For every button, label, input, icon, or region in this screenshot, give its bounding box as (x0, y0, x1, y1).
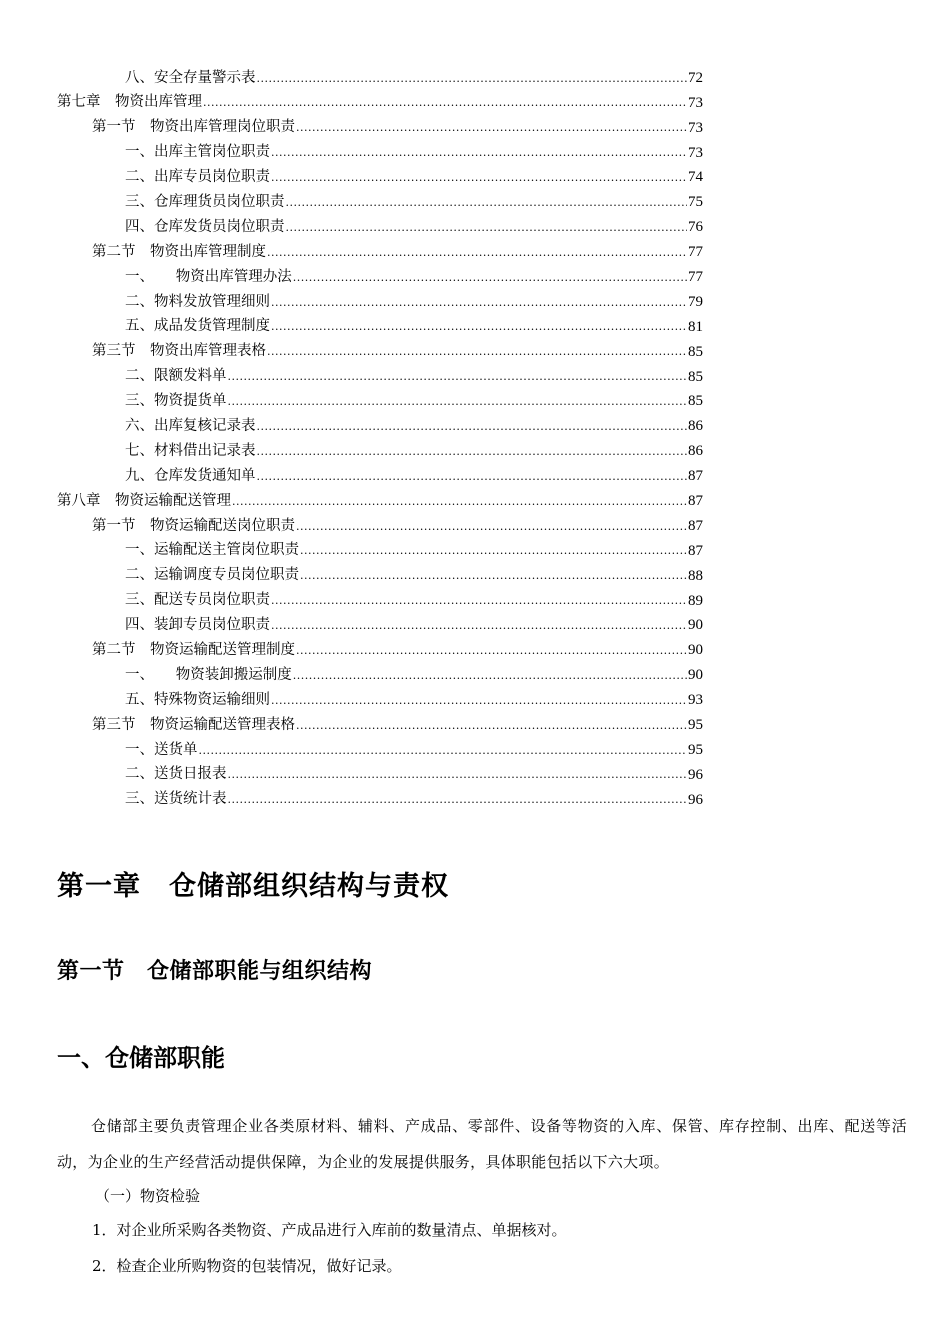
toc-entry-page: 86 (688, 418, 703, 435)
toc-entry-label: 四、装卸专员岗位职责 (125, 617, 270, 634)
table-of-contents (57, 62, 703, 809)
toc-leader-dots (228, 791, 688, 808)
toc-entry-label: 第八章 物资运输配送管理 (57, 492, 231, 509)
toc-leader-dots (271, 169, 687, 186)
toc-entry[interactable] (57, 386, 703, 411)
toc-entry-label: 六、出库复核记录表 (125, 417, 256, 434)
toc-entry[interactable] (57, 734, 703, 759)
toc-leader-dots (267, 244, 687, 261)
toc-entry[interactable] (57, 410, 703, 435)
toc-leader-dots (293, 269, 687, 286)
toc-entry[interactable] (57, 759, 703, 784)
toc-entry-label: 五、成品发货管理制度 (125, 318, 270, 335)
toc-leader-dots (296, 642, 687, 659)
toc-entry[interactable] (57, 485, 703, 510)
toc-entry-label: 二、物料发放管理细则 (125, 293, 270, 310)
toc-entry[interactable] (57, 460, 703, 485)
toc-leader-dots (300, 542, 687, 559)
toc-entry-label: 一、 物资装卸搬运制度 (125, 666, 292, 683)
toc-entry-label: 三、物资提货单 (125, 393, 227, 410)
section-title: 第一节 仓储部职能与组织结构 (57, 959, 373, 984)
toc-entry-page: 85 (688, 368, 703, 385)
toc-entry-label: 五、特殊物资运输细则 (125, 691, 270, 708)
toc-entry-page: 86 (688, 443, 703, 460)
toc-entry[interactable] (57, 610, 703, 635)
toc-leader-dots (257, 418, 688, 435)
toc-leader-dots (271, 294, 687, 311)
toc-entry[interactable] (57, 137, 703, 162)
toc-entry-label: 二、出库专员岗位职责 (125, 169, 270, 186)
toc-leader-dots (203, 94, 687, 111)
toc-entry-page: 90 (688, 617, 703, 634)
toc-entry-page: 96 (688, 791, 703, 808)
toc-entry-page: 73 (688, 94, 703, 111)
toc-leader-dots (199, 742, 688, 759)
toc-entry-page: 90 (688, 667, 703, 684)
chapter-title: 第一章 仓储部组织结构与责权 (57, 871, 449, 902)
toc-entry[interactable] (57, 336, 703, 361)
toc-entry[interactable] (57, 311, 703, 336)
toc-entry[interactable] (57, 585, 703, 610)
toc-entry-page: 85 (688, 393, 703, 410)
toc-entry-label: 二、送货日报表 (125, 766, 227, 783)
toc-leader-dots (257, 468, 688, 485)
toc-leader-dots (296, 119, 687, 136)
toc-entry[interactable] (57, 659, 703, 684)
toc-entry-page: 87 (688, 493, 703, 510)
toc-leader-dots (286, 219, 688, 236)
toc-leader-dots (228, 368, 688, 385)
toc-entry[interactable] (57, 162, 703, 187)
toc-entry-page: 87 (688, 468, 703, 485)
toc-leader-dots (232, 493, 687, 510)
toc-leader-dots (286, 194, 688, 211)
toc-entry[interactable] (57, 236, 703, 261)
toc-entry-page: 96 (688, 766, 703, 783)
toc-entry-label: 七、材料借出记录表 (125, 442, 256, 459)
toc-entry-page: 90 (688, 642, 703, 659)
list-item: 1．对企业所采购各类物资、产成品进行入库前的数量清点、单据核对。 (92, 1221, 567, 1239)
toc-leader-dots (271, 617, 687, 634)
toc-entry-page: 79 (688, 293, 703, 310)
toc-entry-page: 77 (688, 269, 703, 286)
toc-entry[interactable] (57, 634, 703, 659)
toc-entry[interactable] (57, 186, 703, 211)
toc-leader-dots (271, 144, 687, 161)
toc-entry-page: 81 (688, 318, 703, 335)
toc-leader-dots (228, 393, 688, 410)
toc-entry[interactable] (57, 112, 703, 137)
toc-entry-label: 八、安全存量警示表 (125, 69, 256, 86)
toc-entry-label: 二、限额发料单 (125, 368, 227, 385)
toc-entry[interactable] (57, 535, 703, 560)
toc-entry-label: 三、配送专员岗位职责 (125, 592, 270, 609)
toc-entry-label: 第七章 物资出库管理 (57, 94, 202, 111)
toc-entry-label: 一、 物资出库管理办法 (125, 268, 292, 285)
intro-paragraph: 仓储部主要负责管理企业各类原材料、辅料、产成品、零部件、设备等物资的入库、保管、库存控制、出库、配送等活动，为企业的生产经营活动提供保障，为企业的发展提供服务，具体职能包括以下六大项。 (57, 1117, 907, 1171)
toc-entry-page: 95 (688, 717, 703, 734)
toc-leader-dots (257, 70, 688, 87)
toc-entry[interactable] (57, 87, 703, 112)
toc-entry-label: 四、仓库发货员岗位职责 (125, 218, 285, 235)
toc-entry[interactable] (57, 684, 703, 709)
toc-leader-dots (228, 766, 688, 783)
toc-entry[interactable] (57, 784, 703, 809)
toc-entry-label: 第二节 物资运输配送管理制度 (92, 641, 295, 658)
toc-entry-page: 87 (688, 542, 703, 559)
toc-leader-dots (271, 692, 687, 709)
toc-entry-page: 72 (688, 69, 703, 86)
toc-entry-label: 第三节 物资运输配送管理表格 (92, 716, 295, 733)
toc-leader-dots (271, 592, 687, 609)
toc-entry[interactable] (57, 261, 703, 286)
toc-entry-label: 第二节 物资出库管理制度 (92, 243, 266, 260)
toc-entry-label: 三、仓库理货员岗位职责 (125, 193, 285, 210)
toc-leader-dots (300, 567, 687, 584)
toc-entry-label: 一、运输配送主管岗位职责 (125, 542, 299, 559)
toc-leader-dots (267, 343, 687, 360)
toc-leader-dots (257, 443, 688, 460)
toc-leader-dots (271, 318, 687, 335)
subsection-title: 一、仓储部职能 (57, 1044, 225, 1072)
item-heading: （一）物资检验 (95, 1187, 201, 1205)
toc-entry[interactable] (57, 286, 703, 311)
toc-entry-label: 一、送货单 (125, 741, 198, 758)
toc-leader-dots (296, 518, 687, 535)
toc-entry-label: 一、出库主管岗位职责 (125, 144, 270, 161)
toc-leader-dots (293, 667, 687, 684)
toc-entry[interactable] (57, 211, 703, 236)
toc-entry[interactable] (57, 435, 703, 460)
toc-entry-page: 76 (688, 219, 703, 236)
list-item: 2．检查企业所购物资的包装情况，做好记录。 (92, 1257, 402, 1275)
toc-entry-label: 二、运输调度专员岗位职责 (125, 567, 299, 584)
toc-entry-page: 95 (688, 741, 703, 758)
toc-entry[interactable] (57, 62, 703, 87)
toc-entry[interactable] (57, 709, 703, 734)
toc-entry-label: 三、送货统计表 (125, 791, 227, 808)
toc-entry-page: 93 (688, 692, 703, 709)
toc-entry-label: 九、仓库发货通知单 (125, 467, 256, 484)
toc-entry-label: 第一节 物资运输配送岗位职责 (92, 517, 295, 534)
toc-leader-dots (296, 717, 687, 734)
toc-entry-label: 第一节 物资出库管理岗位职责 (92, 119, 295, 136)
toc-entry[interactable] (57, 510, 703, 535)
toc-entry-page: 73 (688, 119, 703, 136)
toc-entry-page: 87 (688, 517, 703, 534)
toc-entry-page: 88 (688, 567, 703, 584)
toc-entry[interactable] (57, 560, 703, 585)
toc-entry[interactable] (57, 361, 703, 386)
toc-entry-page: 74 (688, 169, 703, 186)
toc-entry-label: 第三节 物资出库管理表格 (92, 343, 266, 360)
toc-entry-page: 73 (688, 144, 703, 161)
toc-entry-page: 75 (688, 194, 703, 211)
toc-entry-page: 89 (688, 592, 703, 609)
toc-entry-page: 77 (688, 244, 703, 261)
toc-entry-page: 85 (688, 343, 703, 360)
